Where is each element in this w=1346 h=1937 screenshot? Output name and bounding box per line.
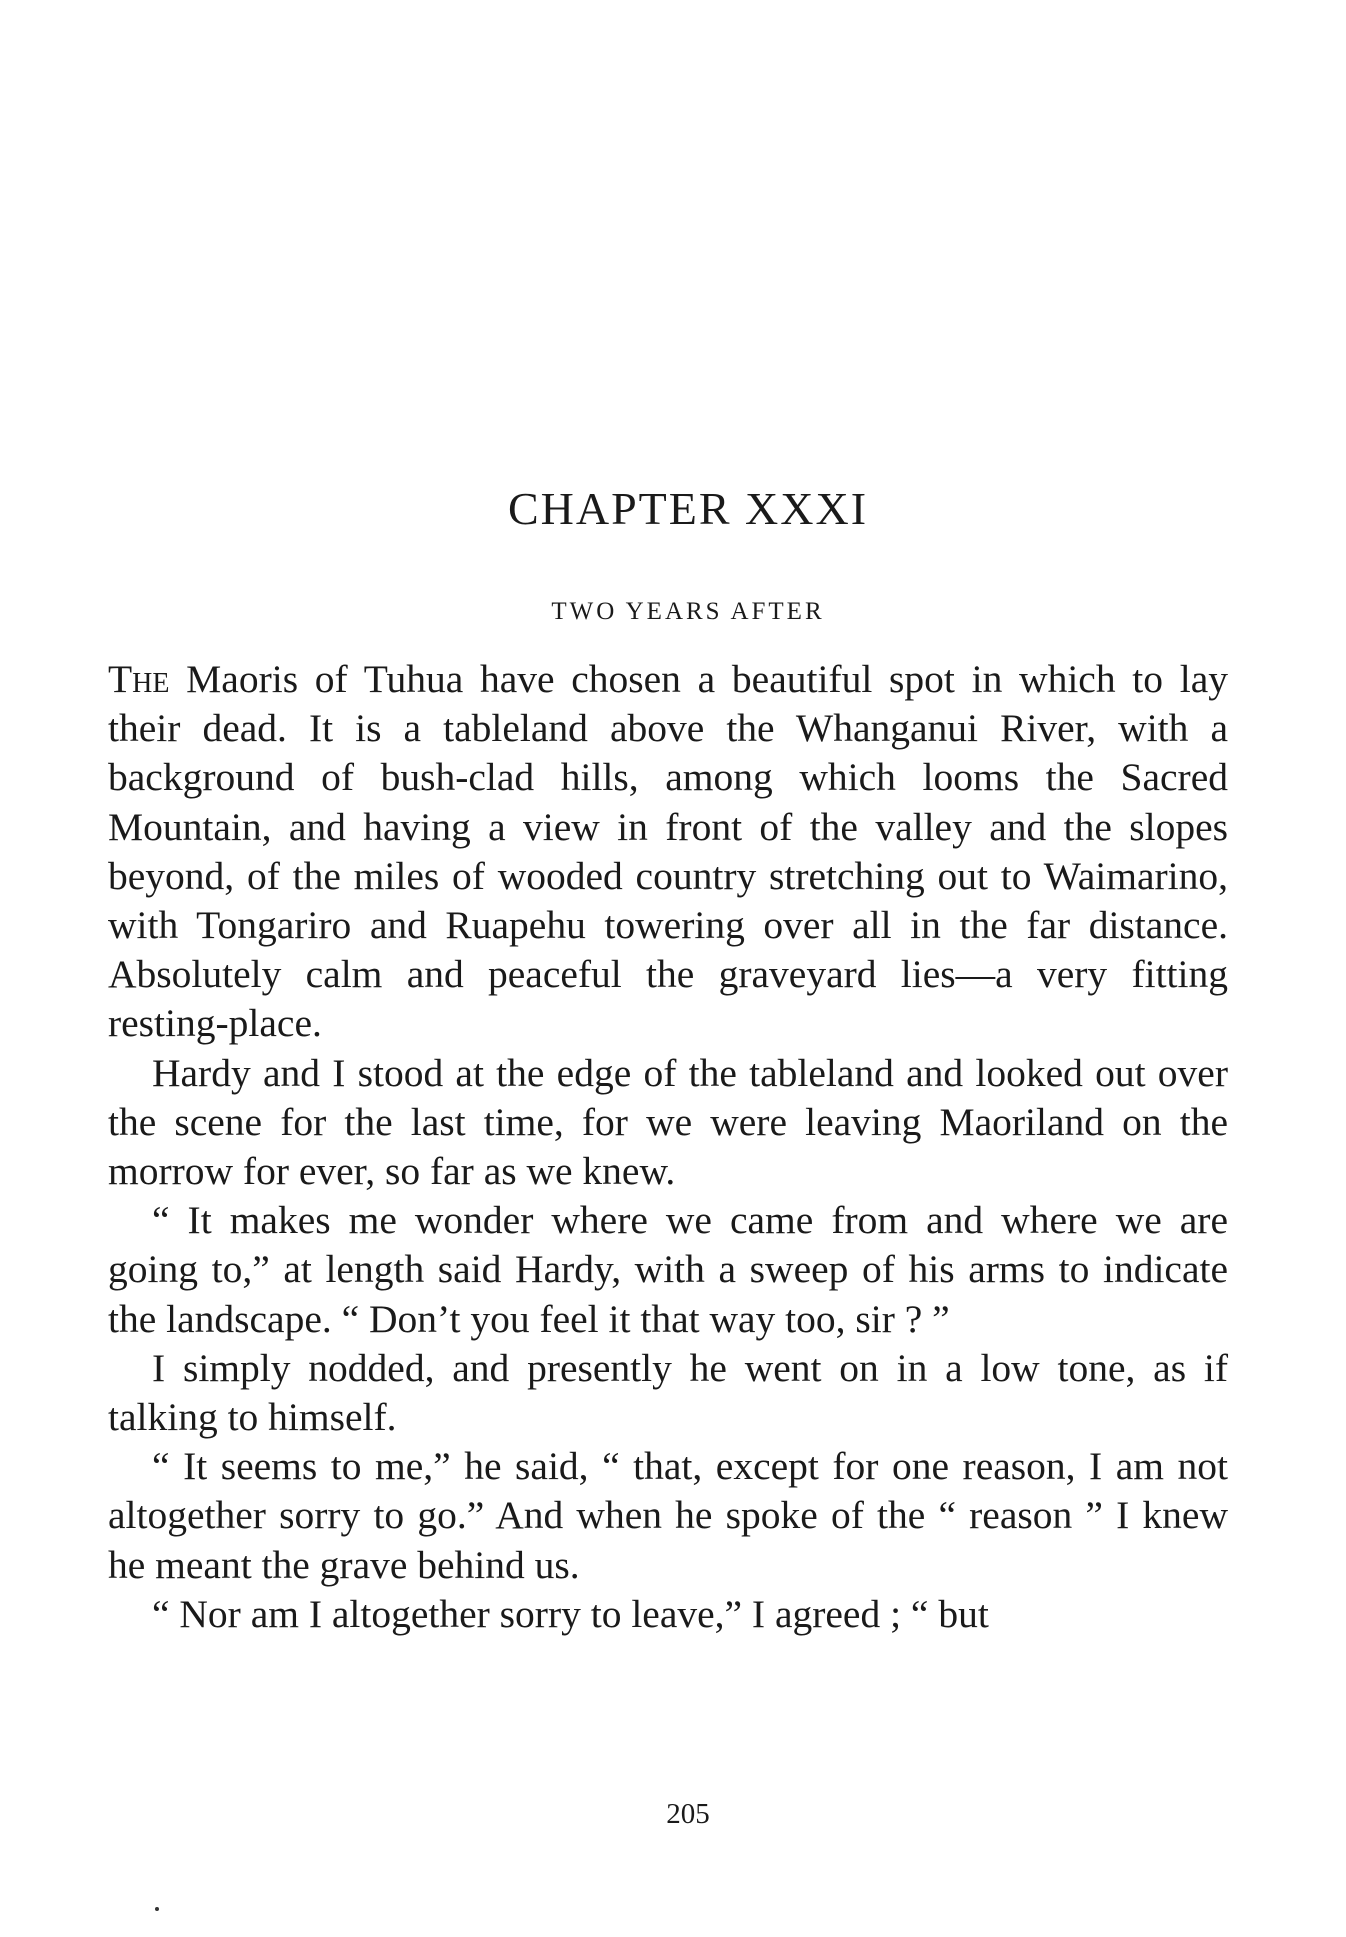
paragraph-1 [108, 655, 1228, 1049]
paragraph-3: “ It makes me wonder where we came from and where we are going to,” at length said Hardy, with a sweep of his arms to indicate the landscape. “ Don’t you feel it that way too, sir ? ” [108, 1198, 1228, 1341]
page-number: 205 [666, 1798, 710, 1830]
chapter-heading: CHAPTER XXXI [507, 483, 869, 534]
paragraph-5: “ It seems to me,” he said, “ that, except for one reason, I am not altogether sorry to go.” And when he spoke of the “ reason ” I knew he meant the grave behind us. [108, 1444, 1228, 1587]
paragraph-lead-word: The [108, 657, 170, 701]
chapter-body [108, 655, 1228, 1639]
paragraph-1-text: Maoris of Tuhua have chosen a beautiful spot in which to lay their dead. It is a tableland above the Whanganui River, with a background of bush-clad hills, among which looms the Sacred Mountain, and having a view in front of the valley and the slopes beyond, of the miles of wooded country stretching out to Waimarino, with Tongariro and Ruapehu towering over all in the far distance. Absolutely calm and peaceful the graveyard lies—a very fitting resting-place. [108, 657, 1228, 1046]
paragraph-4: I simply nodded, and presently he went on in a low tone, as if talking to himself. [108, 1345, 1228, 1440]
paragraph-6: “ Nor am I altogether sorry to leave,” I agreed ; “ but [152, 1591, 989, 1636]
print-speck [155, 1907, 159, 1911]
paragraph-2: Hardy and I stood at the edge of the tableland and looked out over the scene for the last time, for we were leaving Maoriland on the morrow for ever, so far as we knew. [108, 1050, 1228, 1194]
chapter-subtitle: TWO YEARS AFTER [551, 598, 825, 625]
